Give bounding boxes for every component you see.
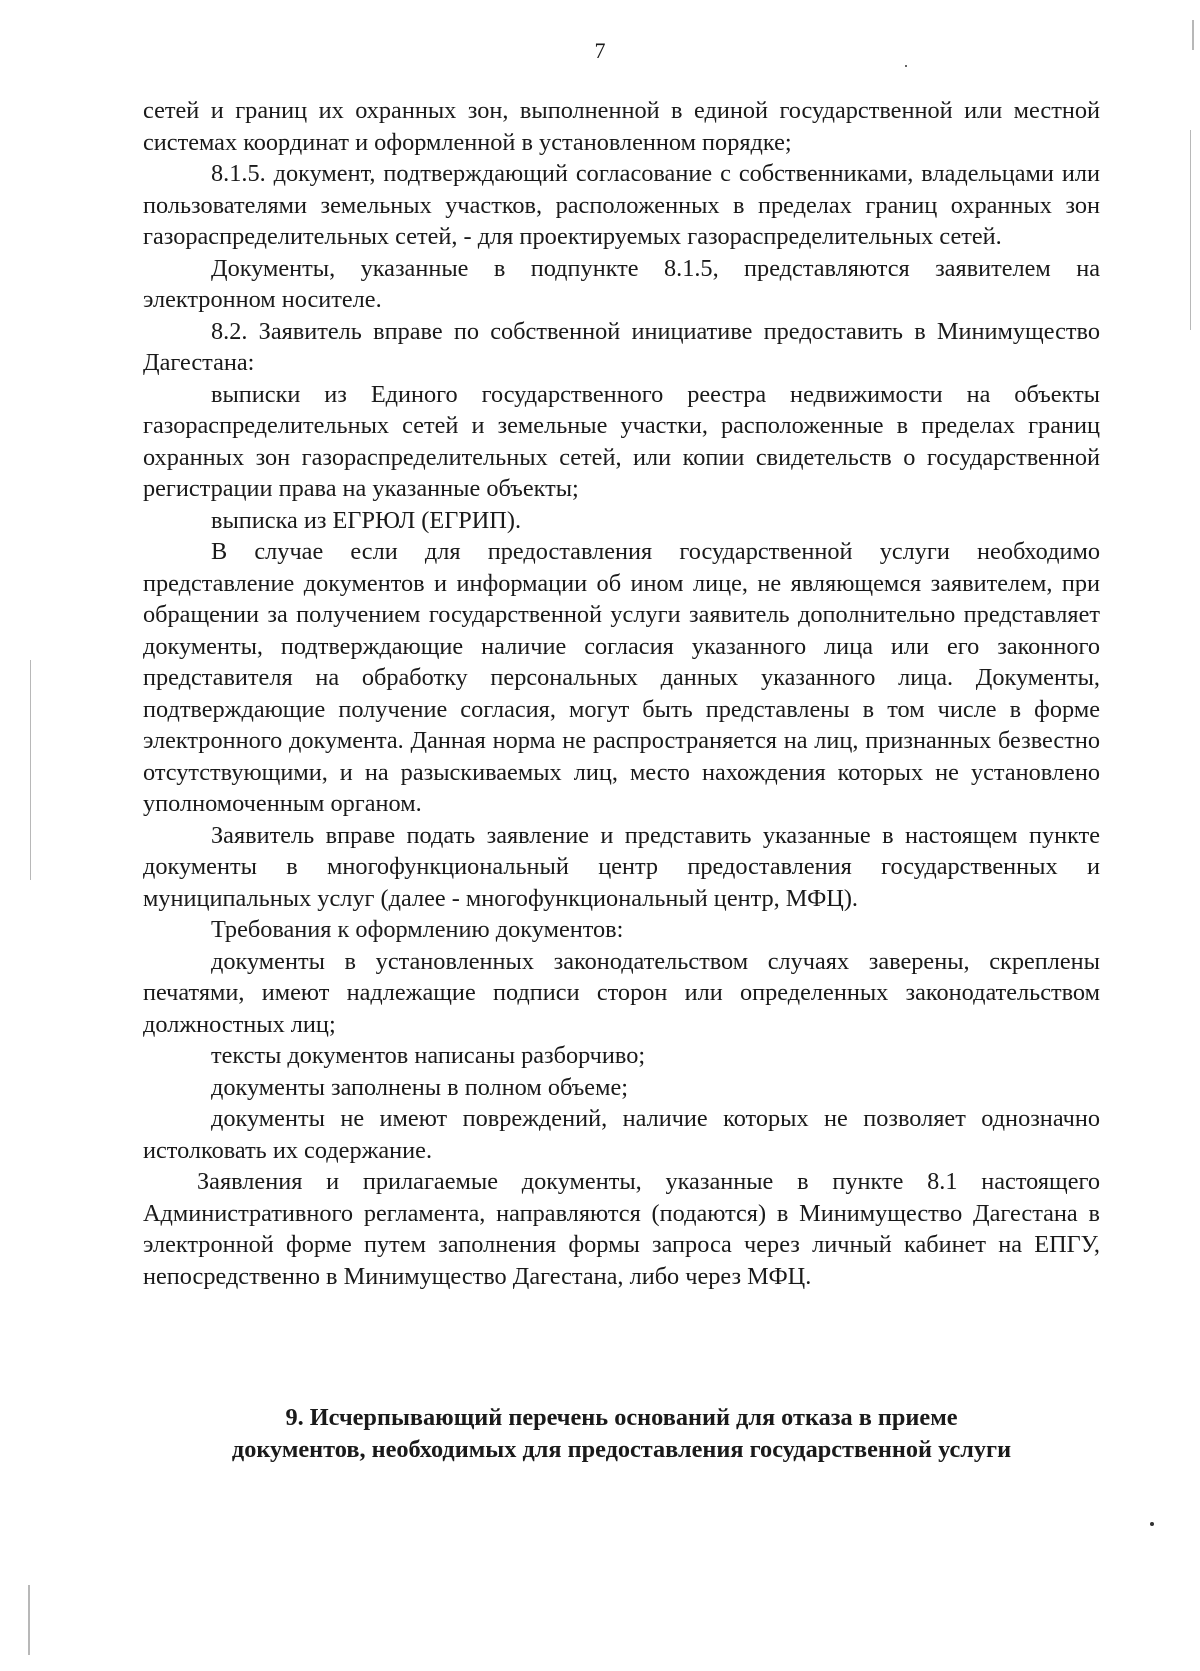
paragraph-requirement-certified: документы в установленных законодательством случаях заверены, скреплены печатями, имеют надлежащие подписи сторон или определенных законодательством должностных лиц; [143, 947, 1100, 1038]
section-heading-line-1: 9. Исчерпывающий перечень оснований для отказа в приеме [285, 1404, 958, 1431]
section-heading-line-2: документов, необходимых для предоставления государственной услуги [231, 1436, 1012, 1463]
paragraph-continuation: сетей и границ их охранных зон, выполненной в единой государственной или местной системах координат и оформленной в установленном порядке; [143, 97, 1100, 156]
paragraph-egrul-extract: выписка из ЕГРЮЛ (ЕГРИП). [211, 506, 522, 534]
paragraph-electronic-media: Документы, указанные в подпункте 8.1.5, представляются заявителем на электронном носителе. [143, 254, 1100, 313]
paragraph-8-1-5: 8.1.5. документ, подтверждающий согласование с собственниками, владельцами или пользователями земельных участков, расположенных в пределах границ охранных зон газораспределительных сетей, - для проектируемых газораспределительных сетей. [143, 160, 1100, 250]
paragraph-mfc: Заявитель вправе подать заявление и представить указанные в настоящем пункте документы в многофункциональный центр предоставления государственных и муниципальных услуг (далее - многофункциональный центр, МФЦ). [143, 821, 1100, 912]
paragraph-8-2: 8.2. Заявитель вправе по собственной инициативе предоставить в Минимущество Дагестана: [143, 317, 1100, 376]
page-number: 7 [594, 38, 606, 63]
paragraph-registry-extracts: выписки из Единого государственного реестра недвижимости на объекты газораспределительных сетей и земельные участки, расположенные в пределах границ охранных зон газораспределительных сетей, или копии свидетельств о государственной регистрации права на указанные объекты; [143, 380, 1100, 502]
paragraph-requirement-undamaged: документы не имеют повреждений, наличие которых не позволяет однозначно истолковать их содержание. [143, 1105, 1100, 1164]
scan-edge-left [30, 660, 31, 880]
scan-edge-right-top [1192, 20, 1194, 50]
paragraph-requirements-title: Требования к оформлению документов: [211, 916, 624, 943]
scan-edge-right [1190, 130, 1191, 330]
paragraph-requirement-legible: тексты документов написаны разборчиво; [211, 1042, 646, 1069]
paragraph-submission-channels: Заявления и прилагаемые документы, указанные в пункте 8.1 настоящего Административного регламента, направляются (подаются) в Минимущество Дагестана в электронной форме путем заполнения формы запроса через личный кабинет на ЕПГУ, непосредственно в Минимущество Дагестана, либо через МФЦ. [143, 1168, 1100, 1290]
scan-speck [905, 65, 907, 67]
document-body [143, 95, 1100, 1292]
paragraph-requirement-complete: документы заполнены в полном объеме; [211, 1073, 628, 1101]
scan-edge-left-bottom [28, 1585, 30, 1655]
scan-speck [1150, 1522, 1154, 1526]
section-heading [143, 1402, 1100, 1466]
paragraph-third-party-consent: В случае если для предоставления государственной услуги необходимо представление документов и информации об ином лице, не являющемся заявителем, при обращении за получением государственной услуги заявитель дополнительно представляет документы, подтверждающие наличие согласия указанного лица или его законного представителя на обработку персональных данных указанного лица. Документы, подтверждающие получение согласия, могут быть представлены в том числе в форме электронного документа. Данная норма не распространяется на лиц, признанных безвестно отсутствующими, и на разыскиваемых лиц, место нахождения которых не установлено уполномоченным органом. [143, 538, 1100, 817]
